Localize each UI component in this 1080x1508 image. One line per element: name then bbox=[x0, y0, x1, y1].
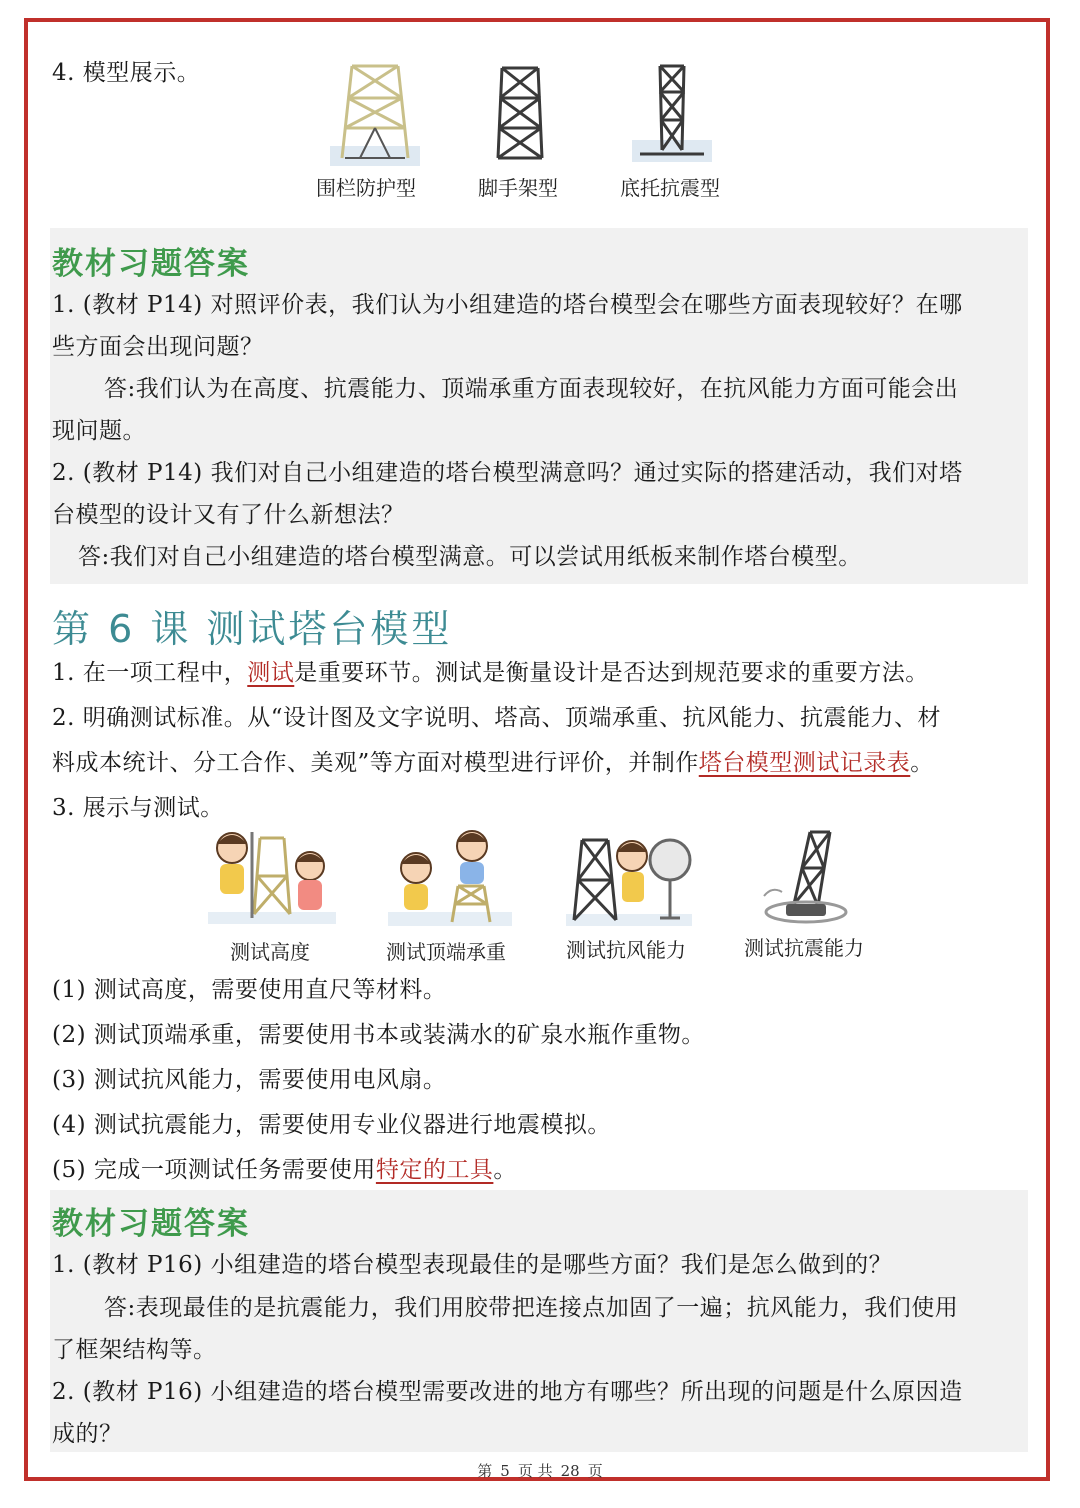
lesson-title: 第 6 课 测试塔台模型 bbox=[52, 607, 453, 651]
fan-wind-test-icon bbox=[566, 826, 692, 930]
answer-1-line-1: 答:我们认为在高度、抗震能力、顶端承重方面表现较好，在抗风能力方面可能会出 bbox=[104, 376, 959, 402]
test-caption: 测试顶端承重 bbox=[386, 940, 506, 964]
question-3-line-1: 1. (教材 P16) 小组建造的塔台模型表现最佳的是哪些方面？我们是怎么做到的？ bbox=[52, 1252, 893, 1278]
keyword-record-table: 塔台模型测试记录表 bbox=[698, 750, 911, 776]
lesson-point-1: 1. 在一项工程中，测试是重要环节。测试是衡量设计是否达到规范要求的重要方法。 bbox=[52, 660, 929, 686]
fence-tower-model-icon bbox=[330, 58, 420, 168]
total-pages: 28 bbox=[560, 1462, 580, 1480]
answers-heading-2: 教材习题答案 bbox=[52, 1206, 250, 1242]
keyword-specific-tools: 特定的工具 bbox=[375, 1157, 494, 1183]
question-1-line-1: 1. (教材 P14) 对照评价表，我们认为小组建造的塔台模型会在哪些方面表现较好？在哪 bbox=[52, 292, 963, 318]
model-caption: 脚手架型 bbox=[478, 176, 558, 200]
answer-2-line-1: 答:我们对自己小组建造的塔台模型满意。可以尝试用纸板来制作塔台模型。 bbox=[78, 544, 862, 570]
children-measuring-height-icon bbox=[208, 828, 336, 928]
base-tower-model-icon bbox=[632, 62, 712, 164]
test-step-2: (2) 测试顶端承重，需要使用书本或装满水的矿泉水瓶作重物。 bbox=[52, 1022, 705, 1048]
question-4-line-2: 成的？ bbox=[52, 1421, 123, 1447]
scaffold-tower-model-icon bbox=[492, 64, 548, 162]
lesson-point-2-line-1: 2. 明确测试标准。从“设计图及文字说明、塔高、顶端承重、抗风能力、抗震能力、材 bbox=[52, 705, 942, 731]
model-display-heading: 4. 模型展示。 bbox=[52, 60, 201, 86]
question-1-line-2: 些方面会出现问题？ bbox=[52, 334, 264, 360]
shaking-table-test-icon bbox=[762, 826, 862, 930]
answers-heading-1: 教材习题答案 bbox=[52, 246, 250, 282]
test-caption: 测试高度 bbox=[230, 940, 310, 964]
model-caption: 底托抗震型 bbox=[620, 176, 720, 200]
model-caption: 围栏防护型 bbox=[316, 176, 416, 200]
lesson-point-3: 3. 展示与测试。 bbox=[52, 795, 224, 821]
children-load-test-icon bbox=[388, 826, 512, 930]
test-step-4: (4) 测试抗震能力，需要使用专业仪器进行地震模拟。 bbox=[52, 1112, 611, 1138]
question-2-line-1: 2. (教材 P14) 我们对自己小组建造的塔台模型满意吗？通过实际的搭建活动，我们对塔 bbox=[52, 460, 963, 486]
test-step-5: (5) 完成一项测试任务需要使用特定的工具。 bbox=[52, 1157, 517, 1183]
question-2-line-2: 台模型的设计又有了什么新想法？ bbox=[52, 502, 405, 528]
test-step-3: (3) 测试抗风能力，需要使用电风扇。 bbox=[52, 1067, 447, 1093]
test-step-1: (1) 测试高度，需要使用直尺等材料。 bbox=[52, 977, 447, 1003]
test-caption: 测试抗震能力 bbox=[744, 936, 864, 960]
keyword-test: 测试 bbox=[247, 660, 295, 686]
lesson-point-2-line-2: 料成本统计、分工合作、美观”等方面对模型进行评价，并制作塔台模型测试记录表。 bbox=[52, 750, 934, 776]
question-4-line-1: 2. (教材 P16) 小组建造的塔台模型需要改进的地方有哪些？所出现的问题是什么原因造 bbox=[52, 1379, 963, 1405]
answer-1-line-2: 现问题。 bbox=[52, 418, 146, 444]
current-page-number: 5 bbox=[500, 1462, 510, 1480]
answer-3-line-2: 了框架结构等。 bbox=[52, 1337, 217, 1363]
test-caption: 测试抗风能力 bbox=[566, 938, 686, 962]
answer-3-line-1: 答:表现最佳的是抗震能力，我们用胶带把连接点加固了一遍；抗风能力，我们使用 bbox=[104, 1295, 959, 1321]
page-footer: 第 5 页 共 28 页 bbox=[477, 1462, 603, 1480]
